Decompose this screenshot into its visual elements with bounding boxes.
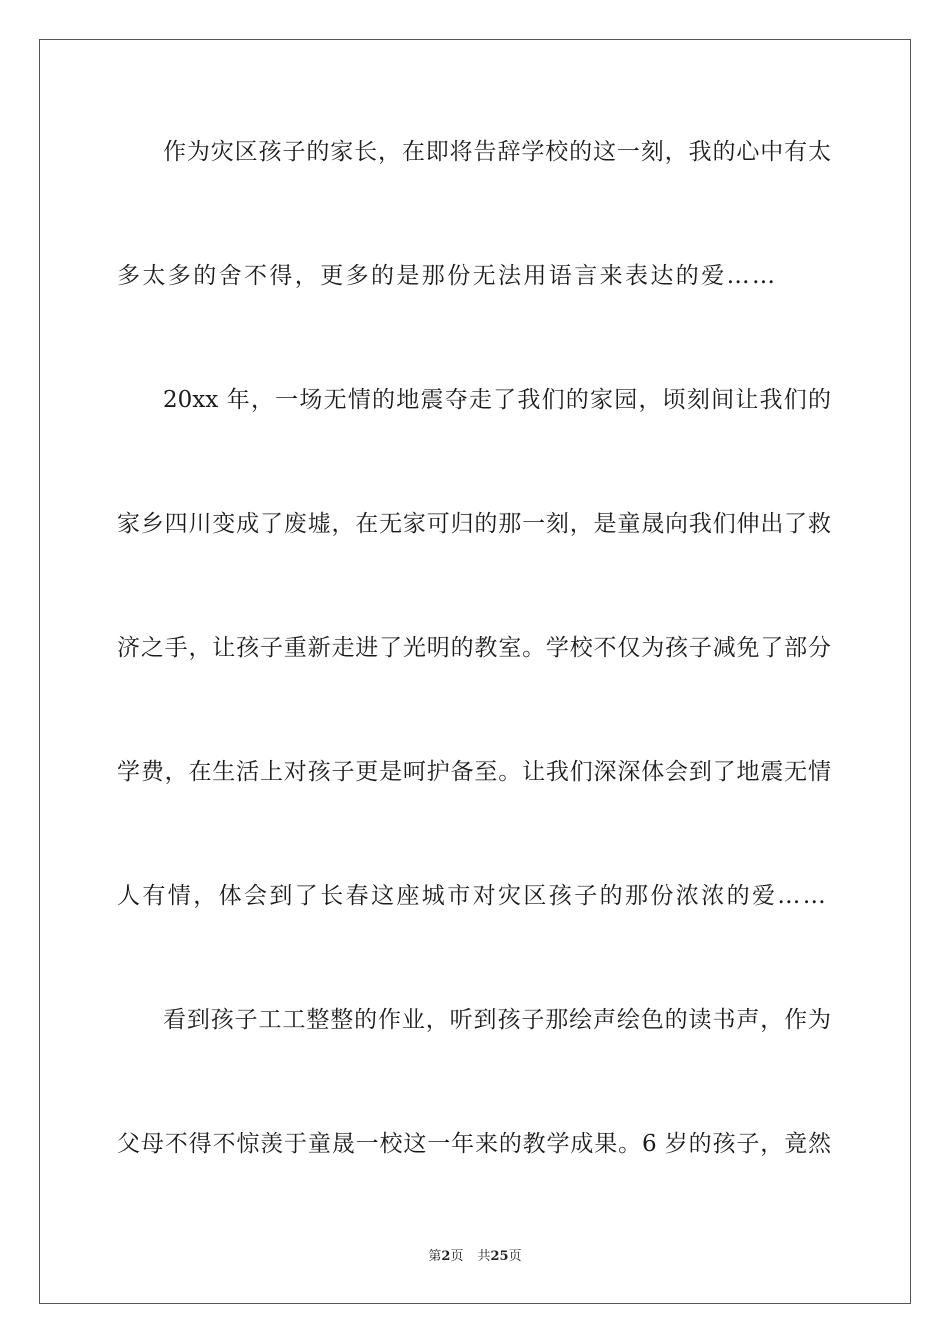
paragraph-2-line-3: 济之手，让孩子重新走进了光明的教室。学校不仅为孩子减免了部分 xyxy=(117,635,831,661)
paragraph-2-line-1: 20xx 年，一场无情的地震夺走了我们的家园，顷刻间让我们的 xyxy=(163,387,831,413)
page-border xyxy=(39,39,911,1304)
paragraph-2-line-5: 人有情，体会到了长春这座城市对灾区孩子的那份浓浓的爱…… xyxy=(117,883,829,909)
total-label-prefix: 共 xyxy=(477,1249,491,1264)
paragraph-1-line-1: 作为灾区孩子的家长，在即将告辞学校的这一刻，我的心中有太 xyxy=(163,139,831,165)
paragraph-2-line-4: 学费，在生活上对孩子更是呵护备至。让我们深深体会到了地震无情 xyxy=(117,759,831,785)
total-pages: 25 xyxy=(490,1249,509,1264)
page-label-prefix: 第 xyxy=(428,1249,442,1264)
paragraph-3-line-2: 父母不得不惊羡于童晟一校这一年来的教学成果。6 岁的孩子，竟然 xyxy=(117,1131,831,1157)
paragraph-2-line-2: 家乡四川变成了废墟，在无家可归的那一刻，是童晟向我们伸出了救 xyxy=(117,511,831,537)
total-label-suffix: 页 xyxy=(508,1249,522,1264)
paragraph-3-line-1: 看到孩子工工整整的作业，听到孩子那绘声绘色的读书声，作为 xyxy=(163,1007,831,1033)
page-number: 2 xyxy=(441,1249,451,1264)
page-footer xyxy=(0,1248,950,1266)
page-label-suffix: 页 xyxy=(450,1249,464,1264)
paragraph-1-line-2: 多太多的舍不得，更多的是那份无法用语言来表达的爱…… xyxy=(117,263,778,289)
